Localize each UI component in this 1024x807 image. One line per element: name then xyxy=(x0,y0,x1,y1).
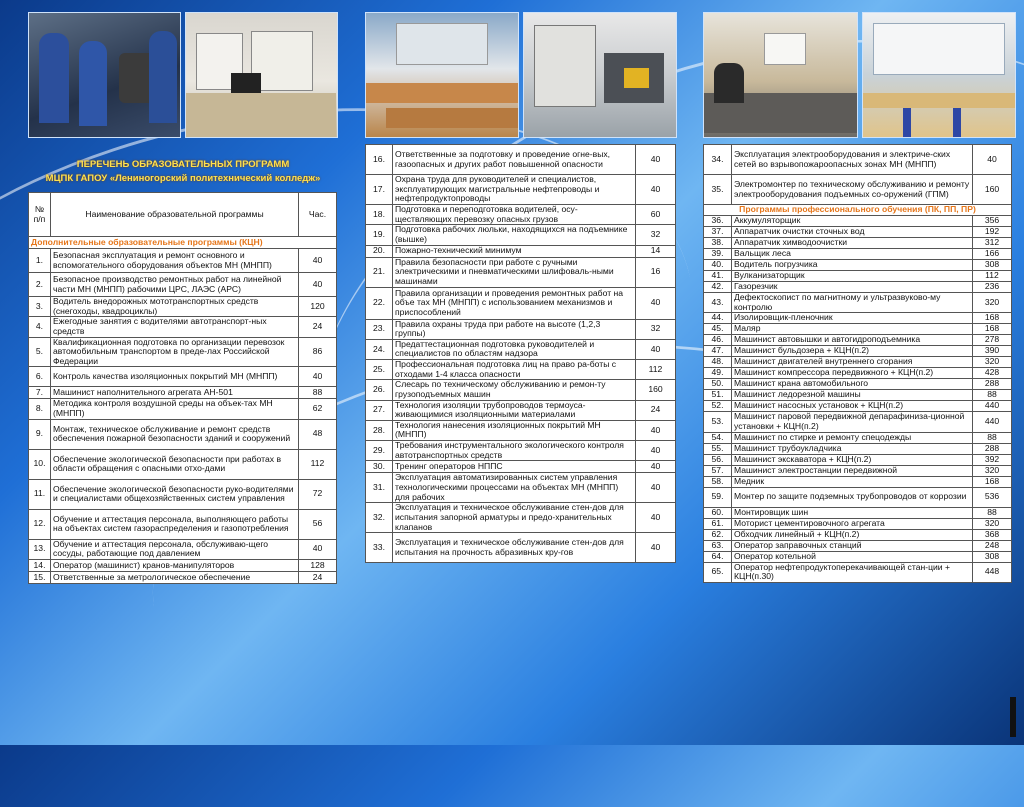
program-name: Квалификационная подготовка по организации перевозок автомобильным транспортом в преде-лах Российской Федерации xyxy=(51,337,299,367)
program-hours: 168 xyxy=(973,313,1012,324)
row-number: 46. xyxy=(704,335,732,346)
row-number: 2. xyxy=(29,273,51,297)
program-hours: 40 xyxy=(299,539,337,559)
row-number: 54. xyxy=(704,432,732,443)
row-number: 9. xyxy=(29,419,51,449)
program-hours: 320 xyxy=(973,293,1012,313)
photo-classroom xyxy=(365,12,519,138)
brochure-subtitle: МЦПК ГАПОУ «Лениногорский политехнический колледж» xyxy=(45,173,321,184)
program-row xyxy=(704,487,1012,507)
program-row xyxy=(29,449,337,479)
row-number: 34. xyxy=(704,145,732,175)
program-hours: 40 xyxy=(636,461,676,473)
row-number: 60. xyxy=(704,507,732,518)
program-name: Электромонтер по техническому обслуживанию и ремонту электрооборудования подъемных со-оружений (ГПМ) xyxy=(732,175,973,205)
program-name: Предаттестационная подготовка руководителей и специалистов по областям надзора xyxy=(393,339,636,359)
program-hours: 536 xyxy=(973,487,1012,507)
program-hours: 40 xyxy=(299,249,337,273)
program-name: Обходчик линейный + КЦН(п.2) xyxy=(732,529,973,540)
row-number: 17. xyxy=(366,175,393,205)
row-number: 1. xyxy=(29,249,51,273)
row-number: 32. xyxy=(366,503,393,533)
program-hours: 40 xyxy=(636,175,676,205)
section-dpo: Дополнительные образовательные программы (КЦН) xyxy=(29,237,337,249)
program-hours: 320 xyxy=(973,357,1012,368)
program-hours: 32 xyxy=(636,225,676,245)
program-hours: 312 xyxy=(973,238,1012,249)
program-name: Обучение и аттестация персонала, обслуживаю-щего сосуды, работающие под давлением xyxy=(51,539,299,559)
row-number: 8. xyxy=(29,399,51,419)
program-hours: 320 xyxy=(973,465,1012,476)
programs-table-1 xyxy=(28,192,337,584)
program-name: Эксплуатация автоматизированных систем управления технологическими процессами на объектах МН (МНПП) для рабочих xyxy=(393,473,636,503)
program-hours: 40 xyxy=(636,339,676,359)
program-name: Оператор заправочных станций xyxy=(732,540,973,551)
program-row xyxy=(366,380,676,400)
row-number: 4. xyxy=(29,317,51,337)
program-hours: 390 xyxy=(973,346,1012,357)
program-hours: 428 xyxy=(973,368,1012,379)
program-hours: 192 xyxy=(973,227,1012,238)
program-name: Эксплуатация и техническое обслуживание стен-дов для испытания запорной арматуры и предо-хранительных клапанов xyxy=(393,503,636,533)
program-name: Пожарно-технический минимум xyxy=(393,245,636,257)
program-name: Технология нанесения изоляционных покрытий МН (МНПП) xyxy=(393,420,636,440)
program-row xyxy=(366,287,676,319)
row-number: 22. xyxy=(366,287,393,319)
program-row xyxy=(704,227,1012,238)
program-hours: 166 xyxy=(973,249,1012,260)
program-name: Монтировщик шин xyxy=(732,507,973,518)
program-name: Правила организации и проведения ремонтных работ на объе тах МН (МНПП) с использованием механизмов и приспособлений xyxy=(393,287,636,319)
program-hours: 48 xyxy=(299,419,337,449)
program-row xyxy=(704,412,1012,432)
program-hours: 32 xyxy=(636,319,676,339)
program-hours: 40 xyxy=(636,533,676,563)
program-hours: 72 xyxy=(299,479,337,509)
photo-strip xyxy=(365,12,677,138)
program-row xyxy=(366,339,676,359)
program-row xyxy=(704,465,1012,476)
program-hours: 356 xyxy=(973,216,1012,227)
program-row xyxy=(704,175,1012,205)
program-name: Правила охраны труда при работе на высоте (1,2,3 группы) xyxy=(393,319,636,339)
program-row xyxy=(29,571,337,583)
row-number: 33. xyxy=(366,533,393,563)
row-number: 51. xyxy=(704,390,732,401)
brochure-title: ПЕРЕЧЕНЬ ОБРАЗОВАТЕЛЬНЫХ ПРОГРАММ xyxy=(76,159,290,170)
program-row xyxy=(704,540,1012,551)
program-name: Обеспечение экологической безопасности руко-водителями и специалистами общехозяйственных систем управления xyxy=(51,479,299,509)
row-number: 11. xyxy=(29,479,51,509)
program-name: Машинист наполнительного агрегата АН-501 xyxy=(51,387,299,399)
program-name: Контроль качества изоляционных покрытий МН (МНПП) xyxy=(51,367,299,387)
program-name: Подготовка и переподготовка водителей, осу-ществляющих перевозку опасных грузов xyxy=(393,205,636,225)
row-number: 3. xyxy=(29,297,51,317)
row-number: 25. xyxy=(366,360,393,380)
program-row xyxy=(366,145,676,175)
program-name: Подготовка рабочих люльки, находящихся на подъемнике (вышке) xyxy=(393,225,636,245)
program-row xyxy=(29,337,337,367)
row-number: 37. xyxy=(704,227,732,238)
program-row xyxy=(704,324,1012,335)
program-hours: 168 xyxy=(973,324,1012,335)
row-number: 18. xyxy=(366,205,393,225)
program-name: Вальщик леса xyxy=(732,249,973,260)
program-row xyxy=(704,293,1012,313)
program-name: Эксплуатация электрооборудования и электриче-ских сетей во взрывопожароопасных зонах МН (МНПП) xyxy=(732,145,973,175)
program-hours: 40 xyxy=(636,420,676,440)
program-name: Дефектоскопист по магнитному и ультразвуково-му контролю xyxy=(732,293,973,313)
program-row xyxy=(366,175,676,205)
row-number: 49. xyxy=(704,368,732,379)
row-number: 63. xyxy=(704,540,732,551)
program-hours: 248 xyxy=(973,540,1012,551)
program-name: Маляр xyxy=(732,324,973,335)
row-number: 5. xyxy=(29,337,51,367)
row-number: 21. xyxy=(366,257,393,287)
program-hours: 24 xyxy=(299,571,337,583)
program-row xyxy=(704,518,1012,529)
program-row xyxy=(366,205,676,225)
program-name: Профессиональная подготовка лиц на право ра-боты с отходами 1-4 класса опасности xyxy=(393,360,636,380)
program-name: Машинист автовышки и автогидроподъемника xyxy=(732,335,973,346)
program-hours: 40 xyxy=(636,145,676,175)
program-row xyxy=(29,399,337,419)
row-number: 61. xyxy=(704,518,732,529)
row-number: 42. xyxy=(704,282,732,293)
program-hours: 88 xyxy=(973,432,1012,443)
program-hours: 40 xyxy=(973,145,1012,175)
program-name: Ответственные за метрологическое обеспечение xyxy=(51,571,299,583)
row-number: 58. xyxy=(704,476,732,487)
program-name: Аккумуляторщик xyxy=(732,216,973,227)
program-name: Монтаж, техническое обслуживание и ремонт средств обеспечения пожарной безопасности зданий и сооружений xyxy=(51,419,299,449)
program-name: Машинист электростанции передвижной xyxy=(732,465,973,476)
photo-lab-stand xyxy=(185,12,338,138)
program-row xyxy=(366,257,676,287)
program-hours: 24 xyxy=(636,400,676,420)
program-row xyxy=(29,273,337,297)
program-name: Изолировщик-пленочник xyxy=(732,313,973,324)
program-row xyxy=(704,529,1012,540)
programs-table-3 xyxy=(703,144,1012,583)
program-name: Обучение и аттестация персонала, выполняющего работы на объектах систем газораспределения и газопотребления xyxy=(51,509,299,539)
row-number: 35. xyxy=(704,175,732,205)
row-number: 40. xyxy=(704,260,732,271)
program-name: Машинист по стирке и ремонту спецодежды xyxy=(732,432,973,443)
row-number: 16. xyxy=(366,145,393,175)
program-hours: 40 xyxy=(636,473,676,503)
program-hours: 88 xyxy=(299,387,337,399)
row-number: 45. xyxy=(704,324,732,335)
program-name: Оператор нефтепродуктоперекачивающей стан-ции + КЦН(п.30) xyxy=(732,562,973,582)
program-name: Тренинг операторов НППС xyxy=(393,461,636,473)
program-row xyxy=(29,559,337,571)
photo-strip xyxy=(703,12,1016,138)
row-number: 20. xyxy=(366,245,393,257)
program-name: Ежегодные занятия с водителями автотранспорт-ных средств xyxy=(51,317,299,337)
photo-lab-room xyxy=(862,12,1017,138)
row-number: 30. xyxy=(366,461,393,473)
row-number: 52. xyxy=(704,401,732,412)
program-hours: 448 xyxy=(973,562,1012,582)
row-number: 47. xyxy=(704,346,732,357)
program-name: Водитель внедорожных мототранспортных средств (снегоходы, квадроциклы) xyxy=(51,297,299,317)
program-row xyxy=(366,360,676,380)
program-hours: 368 xyxy=(973,529,1012,540)
row-number: 24. xyxy=(366,339,393,359)
program-name: Водитель погрузчика xyxy=(732,260,973,271)
program-row xyxy=(704,282,1012,293)
program-row xyxy=(366,245,676,257)
programs-table-2 xyxy=(365,144,676,563)
program-name: Машинист двигателей внутреннего сгорания xyxy=(732,357,973,368)
program-name: Машинист экскаватора + КЦН(п.2) xyxy=(732,454,973,465)
program-name: Оператор котельной xyxy=(732,551,973,562)
row-number: 59. xyxy=(704,487,732,507)
program-name: Машинист трубоукладчика xyxy=(732,443,973,454)
program-hours: 236 xyxy=(973,282,1012,293)
row-number: 36. xyxy=(704,216,732,227)
program-row xyxy=(704,145,1012,175)
program-name: Оператор (машинист) кранов-манипуляторов xyxy=(51,559,299,571)
program-hours: 40 xyxy=(636,441,676,461)
program-hours: 88 xyxy=(973,507,1012,518)
program-row xyxy=(704,551,1012,562)
row-number: 38. xyxy=(704,238,732,249)
program-hours: 320 xyxy=(973,518,1012,529)
program-name: Безопасное производство ремонтных работ на линейной части МН (МНПП) рабочими ЦРС, ЛАЭС (АРС) xyxy=(51,273,299,297)
panel-left xyxy=(28,8,338,737)
program-row xyxy=(704,379,1012,390)
panel-right xyxy=(703,8,1016,737)
program-hours: 24 xyxy=(299,317,337,337)
program-row xyxy=(704,238,1012,249)
program-row xyxy=(704,368,1012,379)
program-name: Машинист паровой передвижной депарафиниза-ционной установки + КЦН(п.2) xyxy=(732,412,973,432)
row-number: 55. xyxy=(704,443,732,454)
program-name: Правила безопасности при работе с ручными электрическими и пневматическими шлифоваль-ными машинами xyxy=(393,257,636,287)
program-hours: 112 xyxy=(636,360,676,380)
program-row xyxy=(366,461,676,473)
program-row xyxy=(29,387,337,399)
program-name: Аппаратчик химводоочистки xyxy=(732,238,973,249)
row-number: 28. xyxy=(366,420,393,440)
program-name: Машинист бульдозера + КЦН(п.2) xyxy=(732,346,973,357)
row-number: 39. xyxy=(704,249,732,260)
photo-strip xyxy=(28,12,338,138)
program-row xyxy=(704,335,1012,346)
program-hours: 392 xyxy=(973,454,1012,465)
row-number: 27. xyxy=(366,400,393,420)
row-number: 56. xyxy=(704,454,732,465)
program-hours: 168 xyxy=(973,476,1012,487)
row-number: 44. xyxy=(704,313,732,324)
photo-test-bench xyxy=(523,12,677,138)
program-row xyxy=(29,419,337,449)
program-hours: 160 xyxy=(636,380,676,400)
row-number: 6. xyxy=(29,367,51,387)
row-number: 43. xyxy=(704,293,732,313)
program-hours: 160 xyxy=(973,175,1012,205)
program-hours: 308 xyxy=(973,260,1012,271)
program-row xyxy=(366,533,676,563)
program-hours: 14 xyxy=(636,245,676,257)
row-number: 26. xyxy=(366,380,393,400)
photo-students-engine xyxy=(28,12,181,138)
row-number: 31. xyxy=(366,473,393,503)
program-name: Эксплуатация и техническое обслуживание стен-дов для испытания на прочность абразивных кру-гов xyxy=(393,533,636,563)
row-number: 41. xyxy=(704,271,732,282)
row-number: 14. xyxy=(29,559,51,571)
program-row xyxy=(366,473,676,503)
program-hours: 278 xyxy=(973,335,1012,346)
program-row xyxy=(704,454,1012,465)
program-hours: 112 xyxy=(299,449,337,479)
photo-computer-class xyxy=(703,12,858,138)
program-row xyxy=(366,503,676,533)
program-hours: 440 xyxy=(973,412,1012,432)
row-number: 62. xyxy=(704,529,732,540)
program-row xyxy=(704,313,1012,324)
header-num: № п/п xyxy=(29,193,51,237)
panel-middle xyxy=(365,8,677,737)
program-row xyxy=(366,225,676,245)
program-hours: 120 xyxy=(299,297,337,317)
row-number: 48. xyxy=(704,357,732,368)
program-row xyxy=(29,297,337,317)
program-row xyxy=(704,346,1012,357)
program-name: Аппаратчик очистки сточных вод xyxy=(732,227,973,238)
row-number: 57. xyxy=(704,465,732,476)
program-hours: 60 xyxy=(636,205,676,225)
program-hours: 308 xyxy=(973,551,1012,562)
program-name: Методика контроля воздушной среды на объек-тах МН (МНПП) xyxy=(51,399,299,419)
row-number: 64. xyxy=(704,551,732,562)
row-number: 7. xyxy=(29,387,51,399)
program-name: Машинист крана автомобильного xyxy=(732,379,973,390)
program-row xyxy=(704,476,1012,487)
header-name: Наименование образовательной программы xyxy=(51,193,299,237)
program-row xyxy=(29,249,337,273)
program-hours: 40 xyxy=(299,367,337,387)
program-hours: 440 xyxy=(973,401,1012,412)
program-hours: 88 xyxy=(973,390,1012,401)
row-number: 50. xyxy=(704,379,732,390)
program-row xyxy=(704,443,1012,454)
program-hours: 288 xyxy=(973,443,1012,454)
program-row xyxy=(704,249,1012,260)
program-name: Ответственные за подготовку и проведение огне-вых, газоопасных и других работ повышенной опасности xyxy=(393,145,636,175)
program-row xyxy=(704,390,1012,401)
program-hours: 288 xyxy=(973,379,1012,390)
program-name: Медник xyxy=(732,476,973,487)
program-row xyxy=(704,260,1012,271)
row-number: 23. xyxy=(366,319,393,339)
program-name: Слесарь по техническому обслуживанию и ремон-ту грузоподъемных машин xyxy=(393,380,636,400)
program-row xyxy=(29,317,337,337)
program-name: Вулканизаторщик xyxy=(732,271,973,282)
program-name: Машинист насосных установок + КЦН(п.2) xyxy=(732,401,973,412)
row-number: 13. xyxy=(29,539,51,559)
program-hours: 16 xyxy=(636,257,676,287)
program-row xyxy=(704,507,1012,518)
program-name: Охрана труда для руководителей и специалистов, эксплуатирующих магистральные нефтепроводы и нефтепродуктопроводы xyxy=(393,175,636,205)
row-number: 19. xyxy=(366,225,393,245)
row-number: 65. xyxy=(704,562,732,582)
page-edge-mark xyxy=(1010,697,1016,737)
program-row xyxy=(29,367,337,387)
program-hours: 112 xyxy=(973,271,1012,282)
program-row xyxy=(366,420,676,440)
program-row xyxy=(366,400,676,420)
program-name: Моторист цементировочного агрегата xyxy=(732,518,973,529)
row-number: 10. xyxy=(29,449,51,479)
row-number: 15. xyxy=(29,571,51,583)
program-name: Технология изоляции трубопроводов термоуса-живающимися изоляционными материалами xyxy=(393,400,636,420)
program-row xyxy=(29,509,337,539)
program-name: Безопасная эксплуатация и ремонт основного и вспомогательного оборудования объектов МН (МНПП) xyxy=(51,249,299,273)
section-po: Программы профессионального обучения (ПК, ПП, ПР) xyxy=(704,205,1012,216)
program-name: Машинист ледорезной машины xyxy=(732,390,973,401)
program-row xyxy=(704,216,1012,227)
program-row xyxy=(29,539,337,559)
program-row xyxy=(366,441,676,461)
program-row xyxy=(704,401,1012,412)
program-row xyxy=(704,357,1012,368)
row-number: 12. xyxy=(29,509,51,539)
row-number: 29. xyxy=(366,441,393,461)
program-name: Машинист компрессора передвижного + КЦН(п.2) xyxy=(732,368,973,379)
program-name: Требования инструментального экологического контроля автотранспортных средств xyxy=(393,441,636,461)
program-hours: 40 xyxy=(636,287,676,319)
program-hours: 62 xyxy=(299,399,337,419)
program-hours: 128 xyxy=(299,559,337,571)
row-number: 53. xyxy=(704,412,732,432)
program-row xyxy=(704,432,1012,443)
program-name: Газорезчик xyxy=(732,282,973,293)
program-row xyxy=(704,271,1012,282)
program-name: Обеспечение экологической безопасности при работах в области обращения с опасными отхо-дами xyxy=(51,449,299,479)
program-hours: 40 xyxy=(636,503,676,533)
program-row xyxy=(704,562,1012,582)
program-name: Монтер по защите подземных трубопроводов от коррозии xyxy=(732,487,973,507)
program-row xyxy=(366,319,676,339)
program-row xyxy=(29,479,337,509)
program-hours: 86 xyxy=(299,337,337,367)
header-hours: Час. xyxy=(299,193,337,237)
program-hours: 40 xyxy=(299,273,337,297)
program-hours: 56 xyxy=(299,509,337,539)
